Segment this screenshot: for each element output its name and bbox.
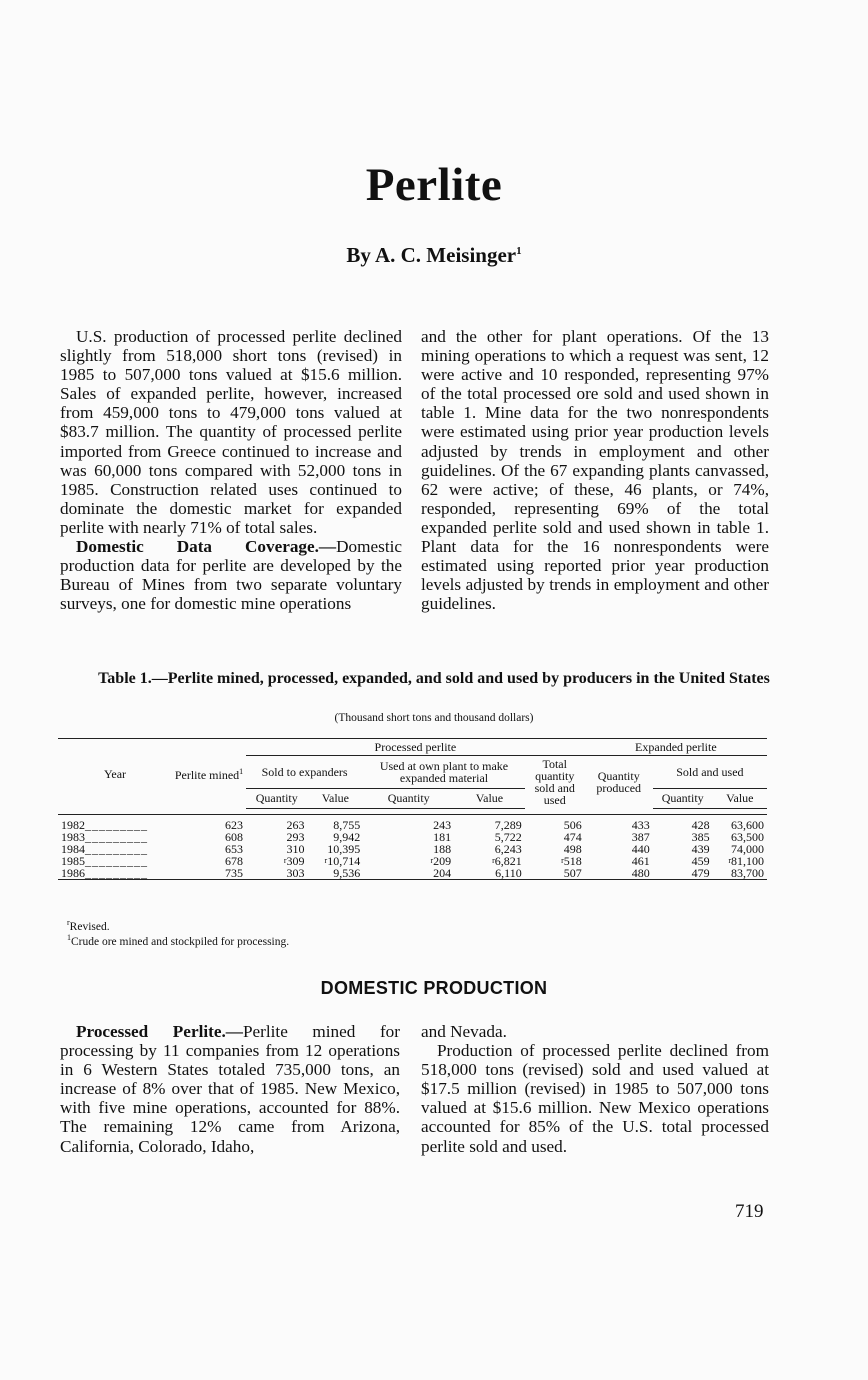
section-heading: DOMESTIC PRODUCTION xyxy=(320,978,548,998)
cell-produced: 480 xyxy=(585,867,653,880)
cell-mined: 608 xyxy=(225,829,243,844)
cell-su_q: 428 xyxy=(691,817,710,832)
cell-produced: 433 xyxy=(631,817,650,832)
production-column-right xyxy=(421,1022,769,1156)
header-mined xyxy=(172,739,246,809)
table-row xyxy=(58,867,767,880)
cell-ste_q: 310 xyxy=(286,841,305,856)
production-paragraph-1-body-a: Perlite mined for processing by 11 companies from 12 operations in 6 Western States totaled 735,000 tons, an increase of 8% over that of 1985. New Mexico, with five mine operations, accounted for 88%. The remaining 12% came from Arizona, California, Colorado, Idaho, xyxy=(60,1022,400,1156)
cell-used_v: $^r$6,821 xyxy=(492,853,522,868)
production-paragraph-1-continued xyxy=(421,1022,769,1041)
cell-su_v: 63,500 xyxy=(731,829,764,844)
page-number: 719 xyxy=(735,1201,764,1222)
footnote-1-mark: 1 xyxy=(67,933,71,942)
footnote-revised-text: Revised. xyxy=(69,920,110,933)
cell-su_v: $^r$81,100 xyxy=(728,853,764,868)
header-processed: Processed perlite xyxy=(246,739,585,756)
header-mined-footnote: 1 xyxy=(239,767,244,776)
header-quantity: Quantity xyxy=(246,789,308,808)
header-used-at-plant: Used at own plant to make expanded material xyxy=(363,756,525,789)
cell-total: $^r$518 xyxy=(561,853,582,868)
cell-mined: 653 xyxy=(225,841,243,856)
header-year: Year xyxy=(58,739,172,809)
table-row xyxy=(58,819,767,831)
cell-used_v: 7,289 xyxy=(494,817,522,832)
intro-paragraph-1: U.S. production of processed perlite declined slightly from 518,000 short tons (revised) in 1985 to 507,000 tons valued at $15.6 million. Sales of expanded perlite, however, increased from 459,000 tons to 479,000 tons valued at $83.7 million. The quantity of processed perlite imported from Greece continued to increase and was 60,000 tons compared with 52,000 tons in 1985. Construction related uses continued to dominate the domestic market for expanded perlite with nearly 71% of total sales. xyxy=(60,327,402,537)
production-paragraph-1-heading: Processed Perlite.— xyxy=(76,1022,243,1041)
cell-year: 1983_________ xyxy=(61,829,148,844)
perlite-table xyxy=(58,738,767,880)
cell-ste_v: 10,395 xyxy=(327,841,361,856)
cell-su_q: 439 xyxy=(691,841,710,856)
intro-paragraph-2 xyxy=(60,537,402,613)
cell-year: 1986_________ xyxy=(58,867,172,880)
cell-year: 1982_________ xyxy=(61,817,148,832)
production-column-left xyxy=(60,1022,400,1156)
cell-total: 507 xyxy=(525,867,585,880)
cell-total: 506 xyxy=(563,817,582,832)
cell-year: 1984_________ xyxy=(61,841,148,856)
footnote-revised xyxy=(67,918,110,933)
cell-year: 1985_________ xyxy=(61,853,148,868)
page-title: Perlite xyxy=(365,159,503,211)
intro-paragraph-2-heading: Domestic Data Coverage.— xyxy=(76,537,337,557)
intro-paragraph-2-body-b: and the other for plant operations. Of the 13 mining operations to which a request was sent, 12 were active and 10 responded, representing 97% of the total processed ore sold and used shown in table 1. Mine data for the two nonrespondents were estimated using prior year production levels adjusted by trends in employment and other guidelines. Of the 67 expanding plants canvassed, 62 were active; of these, 46 plants, or 74%, responded, representing 69% of the total expanded perlite sold and used shown in table 1. Plant data for the 16 nonrespondents were estimated using reported prior year production levels adjusted by trends in employment and other guidelines. xyxy=(421,327,769,614)
header-qty-produced: Quantity produced xyxy=(596,769,642,795)
header-sold-to-expanders: Sold to expanders xyxy=(246,756,363,789)
header-value: Value xyxy=(713,789,767,808)
footnote-revised-mark: r xyxy=(67,918,70,927)
cell-produced: 440 xyxy=(631,841,650,856)
intro-paragraph-2-continued xyxy=(421,327,769,613)
cell-used_v: 6,110 xyxy=(454,867,525,880)
production-paragraph-2: Production of processed perlite declined from 518,000 tons (revised) sold and used valued at $17.5 million (revised) in 1985 to 507,000 tons valued at $15.6 million. New Mexico operations accounted for 85% of the U.S. total processed perlite sold and used. xyxy=(421,1041,769,1156)
footnote-1-text: Crude ore mined and stockpiled for processing. xyxy=(71,935,290,948)
cell-ste_v: 9,942 xyxy=(333,829,361,844)
production-paragraph-1-body-b: and Nevada. xyxy=(421,1022,507,1041)
cell-used_v: 6,243 xyxy=(494,841,522,856)
cell-ste_v: $^r$10,714 xyxy=(324,853,361,868)
table-units: (Thousand short tons and thousand dollars) xyxy=(334,712,534,724)
cell-ste_q: 293 xyxy=(286,829,305,844)
cell-used_q: 181 xyxy=(433,829,452,844)
table-body xyxy=(58,814,767,879)
header-value: Value xyxy=(454,789,525,808)
cell-su_v: 63,600 xyxy=(731,817,764,832)
cell-produced: 461 xyxy=(631,853,650,868)
header-quantity: Quantity xyxy=(653,789,713,808)
header-quantity: Quantity xyxy=(363,789,454,808)
production-paragraph-1 xyxy=(60,1022,400,1156)
cell-ste_q: 263 xyxy=(286,817,305,832)
table-row xyxy=(58,843,767,855)
table-title: Table 1.—Perlite mined, processed, expanded, and sold and used by producers in the United States xyxy=(98,670,770,687)
table-row xyxy=(58,855,767,867)
cell-ste_q: 303 xyxy=(246,867,308,880)
header-expanded: Expanded perlite xyxy=(585,739,767,756)
cell-ste_v: 9,536 xyxy=(308,867,364,880)
byline-footnote-mark: 1 xyxy=(516,245,522,257)
table-row xyxy=(58,831,767,843)
intro-column-left xyxy=(60,327,402,613)
cell-mined: 735 xyxy=(172,867,246,880)
cell-total: 474 xyxy=(563,829,582,844)
cell-su_q: 479 xyxy=(653,867,713,880)
cell-su_q: 385 xyxy=(691,829,710,844)
intro-paragraph-2-body-a: Domestic production data for perlite are developed by the Bureau of Mines from two separate voluntary surveys, one for domestic mine operations xyxy=(60,537,402,614)
cell-ste_q: $^r$309 xyxy=(283,853,305,868)
byline xyxy=(0,243,868,268)
cell-used_v: 5,722 xyxy=(494,829,522,844)
intro-column-right xyxy=(421,327,769,613)
cell-produced: 387 xyxy=(631,829,650,844)
cell-mined: 678 xyxy=(225,853,243,868)
header-sold-and-used: Sold and used xyxy=(653,756,767,789)
cell-used_q: $^r$209 xyxy=(430,853,452,868)
cell-used_q: 243 xyxy=(433,817,452,832)
cell-su_q: 459 xyxy=(691,853,710,868)
header-value: Value xyxy=(308,789,364,808)
cell-ste_v: 8,755 xyxy=(333,817,361,832)
footnote-1 xyxy=(67,933,289,948)
cell-used_q: 204 xyxy=(363,867,454,880)
header-mined-label: Perlite mined xyxy=(174,768,240,782)
cell-total: 498 xyxy=(563,841,582,856)
cell-su_v: 83,700 xyxy=(713,867,767,880)
cell-used_q: 188 xyxy=(433,841,452,856)
header-total-qty: Total quantity sold and used xyxy=(534,757,575,807)
cell-su_v: 74,000 xyxy=(731,841,764,856)
cell-mined: 623 xyxy=(225,817,243,832)
author: By A. C. Meisinger xyxy=(346,243,517,267)
